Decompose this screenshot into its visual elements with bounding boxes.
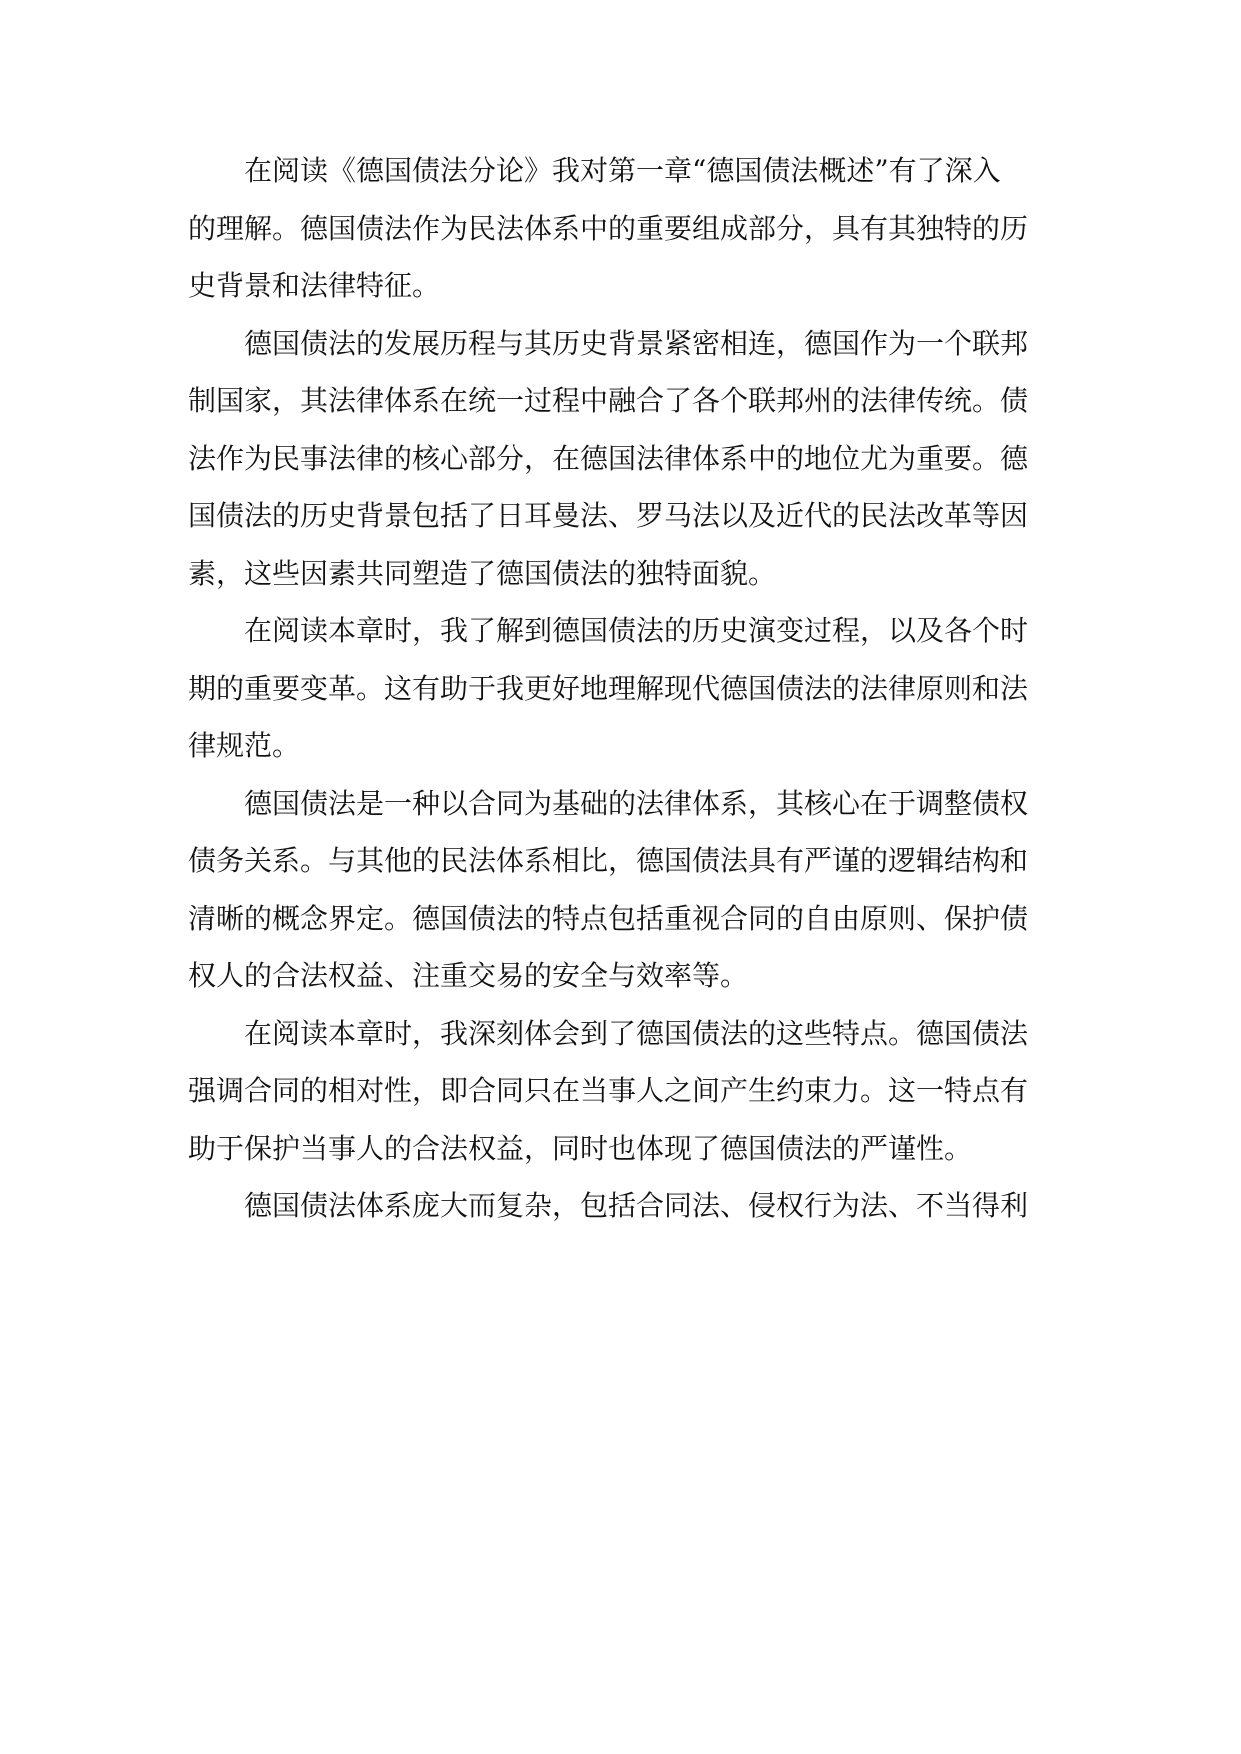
text-line: 清晰的概念界定。德国债法的特点包括重视合同的自由原则、保护债: [188, 901, 1029, 935]
text-line: 素，这些因素共同塑造了德国债法的独特面貌。: [188, 556, 777, 590]
text-line: 史背景和法律特征。: [188, 269, 441, 302]
text-line: 德国债法体系庞大而复杂，包括合同法、侵权行为法、不当得利: [188, 1189, 1029, 1222]
text-line: 德国债法的发展历程与其历史背景紧密相连，德国作为一个联邦: [188, 326, 1029, 360]
text-line: 律规范。: [188, 729, 301, 762]
text-line: 在阅读本章时，我了解到德国债法的历史演变过程，以及各个时: [188, 614, 1029, 647]
paragraph-4: [188, 775, 1058, 1005]
paragraph-5: [188, 1005, 1058, 1178]
document-body: [188, 142, 1058, 1235]
paragraph-6: [188, 1177, 1058, 1235]
text-line: 在阅读本章时，我深刻体会到了德国债法的这些特点。德国债法: [188, 1016, 1029, 1050]
text-line: 的理解。德国债法作为民法体系中的重要组成部分，具有其独特的历: [188, 211, 1029, 245]
text-line: 债务关系。与其他的民法体系相比，德国债法具有严谨的逻辑结构和: [188, 844, 1029, 877]
text-line: 强调合同的相对性，即合同只在当事人之间产生约束力。这一特点有: [188, 1074, 1029, 1107]
paragraph-2: [188, 315, 1058, 603]
text-line: 权人的合法权益、注重交易的安全与效率等。: [188, 959, 749, 992]
text-line: 法作为民事法律的核心部分，在德国法律体系中的地位尤为重要。德: [188, 441, 1029, 475]
text-line: 助于保护当事人的合法权益，同时也体现了德国债法的严谨性。: [188, 1131, 973, 1165]
paragraph-3: [188, 602, 1058, 775]
text-line: 在阅读《德国债法分论》我对第一章“德国债法概述”有了深入: [188, 154, 1001, 187]
text-line: 国债法的历史背景包括了日耳曼法、罗马法以及近代的民法改革等因: [188, 499, 1029, 532]
text-line: 德国债法是一种以合同为基础的法律体系，其核心在于调整债权: [188, 786, 1029, 820]
paragraph-1: [188, 142, 1058, 315]
text-line: 制国家，其法律体系在统一过程中融合了各个联邦州的法律传统。债: [188, 384, 1029, 417]
text-line: 期的重要变革。这有助于我更好地理解现代德国债法的法律原则和法: [188, 671, 1029, 705]
